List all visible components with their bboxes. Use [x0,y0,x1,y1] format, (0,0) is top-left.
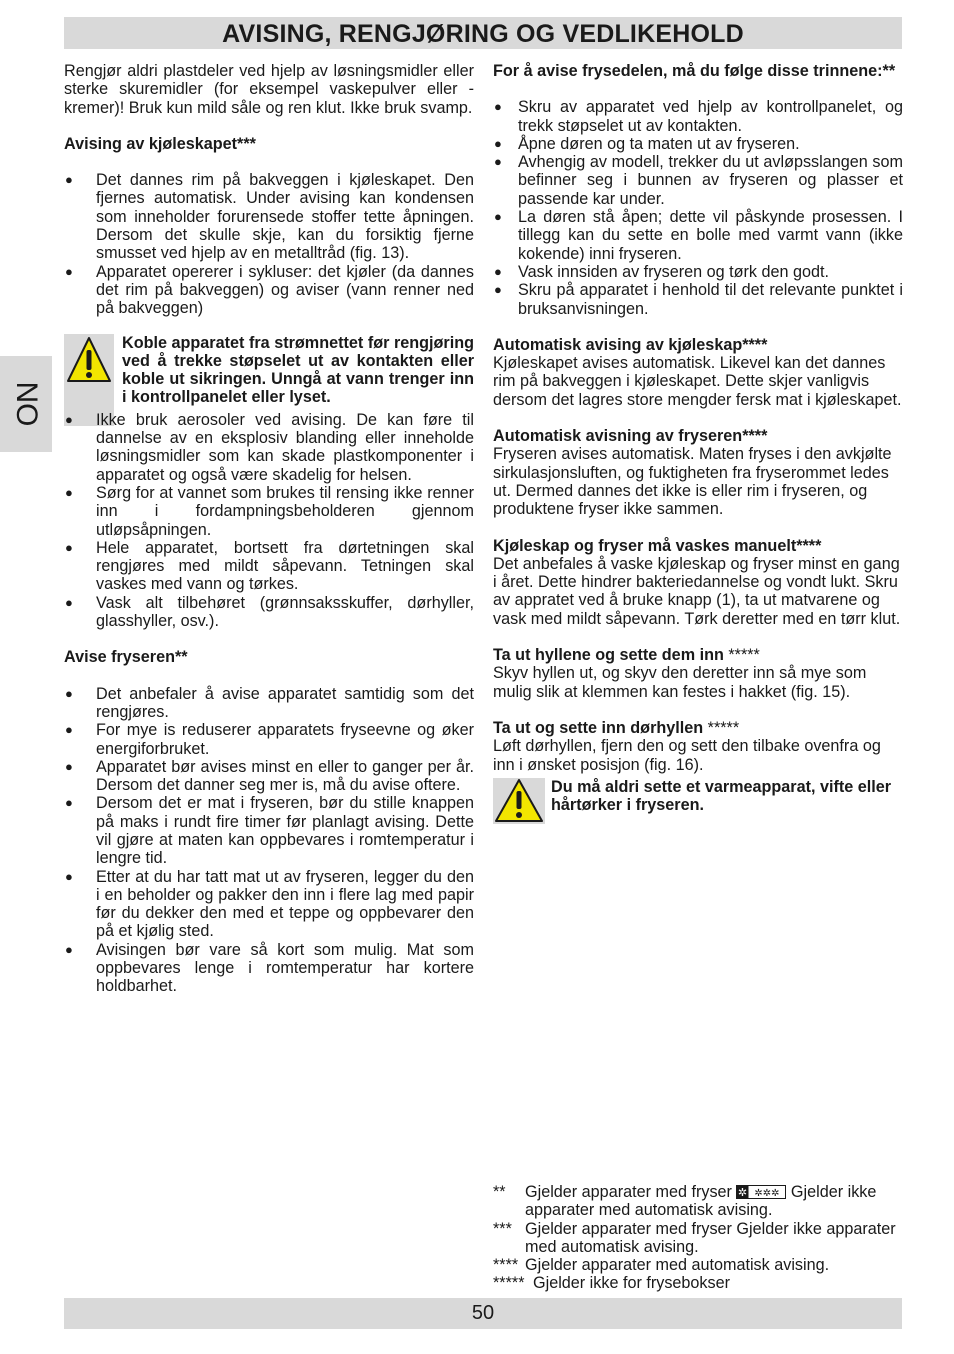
footnote-marker: ***** [493,1274,525,1293]
right-column [493,62,903,814]
warning-triangle-icon [66,335,112,385]
fridge-defrost-list [64,171,474,317]
warning-text: Du må aldri sette et varmeapparat, vifte eller hårtørker i fryseren. [551,777,892,815]
shelves-heading-line [493,646,903,664]
list-item: ● Ikke bruk aerosoler ved avising. De kan føre til dannelse av en eksplosiv blanding eller inneholde løsningsmidler som kan skade plastkomponenter i apparatet og også være skadelig for helsen. [64,411,474,484]
list-item: ● Avhengig av modell, trekker du ut avløpsslangen som befinner seg i bunnen av fryseren og plasser et passende kar under. [493,153,903,208]
left-column [64,62,474,996]
freezer-star-rating-icon [736,1185,786,1199]
footnote-text-after: Gjelder ikke apparater med automatisk avising. [525,1183,877,1220]
freezer-defrost-list [64,685,474,996]
list-item: ● Vask alt tilbehøret (grønnsaksskuffer, dørhyller, glasshyller, osv.). [64,594,474,631]
defrost-steps-heading: For å avise frysedelen, må du følge disse trinnene:** [493,62,896,80]
auto-freezer-text: Fryseren avises automatisk. Maten fryses i den avkjølte sirkulasjonsluften, og fuktigheten fra fryserommet ledes ut. Dermed dannes det ikke is eller rim i fryseren, og produktene fryser ikke sammen. [493,445,892,519]
list-item: ● Avisingen bør vare så kort som mulig. Mat som oppbevares lenge i romtemperatur har kortere holdbarhet. [64,941,474,996]
door-shelf-stars: ***** [703,718,740,737]
shelves-heading: Ta ut hyllene og sette dem inn [493,646,724,665]
list-item: ● Apparatet bør avises minst en eller to ganger per år. Dersom det danner seg mer is, må du avise oftere. [64,758,474,795]
manual-clean-text: Det anbefales å vaske kjøleskap og fryser minst en gang i året. Dette hindrer bakteriedannelse og vondt lukt. Skru av appratet ved å bruke knapp (1), ta ut matvarene og vask med mildt såpevann. Tørk deretter med en tørr klut. [493,554,901,628]
footnote-text: Gjelder ikke for frysebokser [533,1274,731,1293]
page-footer [64,1298,902,1329]
footnotes [493,1183,903,1293]
language-tab [0,356,52,452]
auto-fridge-text: Kjøleskapet avises automatisk. Likevel kan det dannes rim på bakveggen i kjøleskapet. Dette skjer vanligvis dersom det lagres store mengder fersk mat i kjøleskapet. [493,354,902,409]
cleaning-list [64,411,474,631]
svg-text:✲✲✲: ✲✲✲ [754,1188,781,1199]
footnote [493,1220,903,1257]
list-item: ● Dersom det er mat i fryseren, bør du stille knappen på maks i rundt fire timer før planlagt avising. Dette vil gjøre at maten kan oppbevares i romtemperatur i lengre tid. [64,794,474,867]
fridge-defrost-heading: Avising av kjøleskapet*** [64,134,256,153]
footnote [493,1274,903,1292]
svg-text:✲: ✲ [738,1186,748,1199]
shelves-text: Skyv hyllen ut, og skyv den deretter inn så mye som mulig slik at klemmen kan festes i hakket (fig. 15). [493,664,867,701]
page-header [64,17,902,49]
defrost-steps-list [493,98,903,318]
page-number: 50 [471,1302,495,1324]
manual-clean-heading: Kjøleskap og fryser må vaskes manuelt**** [493,536,822,555]
door-shelf-heading: Ta ut og sette inn dørhyllen [493,718,704,737]
language-tab-label: NO [10,381,43,427]
door-shelf-text: Løft dørhyllen, fjern den og sett den tilbake ovenfra og inn i ønsket posisjon (fig. 16). [493,737,881,774]
list-item: ● Etter at du har tatt mat ut av fryseren, legger du den i en beholder og pakker den inn i flere lag med papir før du dekker den med et teppe og oppbevarer den på et kjølig sted. [64,868,474,941]
footnote-text: Gjelder apparater med fryser Gjelder ikke apparater med automatisk avising. [525,1219,896,1256]
list-item: ● Det dannes rim på bakveggen i kjøleskapet. Den fjernes automatisk. Under avising kan kondensen som inneholder forurensede stoffer tette åpningen. Dersom det skulle skje, kan du forsiktig fjerne smusset ved hjelp av en metalltråd (fig. 13). [64,171,474,262]
warning-triangle-icon [493,778,545,824]
list-item: ● For mye is reduserer apparatets fryseevne og øker energiforbruket. [64,721,474,758]
list-item: ● Vask innsiden av fryseren og tørk den godt. [493,263,903,281]
list-item: ● Sørg for at vannet som brukes til rensing ikke renner inn i fordampningsbeholderen gjennom utløpsåpningen. [64,484,474,539]
list-item: ● Det anbefaler å avise apparatet samtidig som det rengjøres. [64,685,474,722]
footnote [493,1183,903,1220]
list-item: ● La døren stå åpen; dette vil påskynde prosessen. I tillegg kan du sette en bolle med varmt vann (ikke kokende) inni fryseren. [493,208,903,263]
list-item: ● Hele apparatet, bortsett fra dørtetningen skal rengjøres med mildt såpevann. Tetningen skal vaskes med vann og tørkes. [64,539,474,594]
door-shelf-heading-line [493,719,903,737]
footnote [493,1256,903,1274]
list-item: ● Skru av apparatet ved hjelp av kontrollpanelet, og trekk støpselet ut av kontakten. [493,98,903,135]
list-item: ● Åpne døren og ta maten ut av fryseren. [493,135,903,153]
footnote-text: Gjelder apparater med automatisk avising. [525,1256,830,1275]
shelves-stars: ***** [723,646,760,665]
page-title: AVISING, RENGJØRING OG VEDLIKEHOLD [222,20,744,48]
auto-fridge-heading: Automatisk avising av kjøleskap**** [493,335,768,354]
list-item: ● Skru på apparatet i henhold til det relevante punktet i bruksanvisningen. [493,281,903,318]
footnote-text-before: Gjelder apparater med fryser [525,1183,737,1201]
footnote-marker: **** [493,1256,519,1275]
auto-freezer-heading: Automatisk avisning av fryseren**** [493,427,768,446]
intro-paragraph: Rengjør aldri plastdeler ved hjelp av løsningsmidler eller sterke skuremidler (for eksempel vaskepulver eller -kremer)! Bruk kun mild såle og ren klut. Ikke bruk svamp. [64,62,474,117]
freezer-defrost-heading: Avise fryseren** [64,648,188,667]
warning-text: Koble apparatet fra strømnettet før rengjøring ved å trekke støpselet ut av kontakten eller koble ut sikringen. Unngå at vann trenger inn i kontrollpanelet eller lyset. [122,333,474,407]
heater-warning [493,778,903,815]
warning-icon-box [493,778,545,824]
list-item: ● Apparatet opererer i sykluser: det kjøler (da dannes det rim på bakveggen) og aviser (vann renner ned på bakveggen) [64,263,474,318]
footnote-marker: ** [493,1183,506,1201]
unplug-warning [64,334,474,407]
footnote-marker: *** [493,1219,512,1238]
